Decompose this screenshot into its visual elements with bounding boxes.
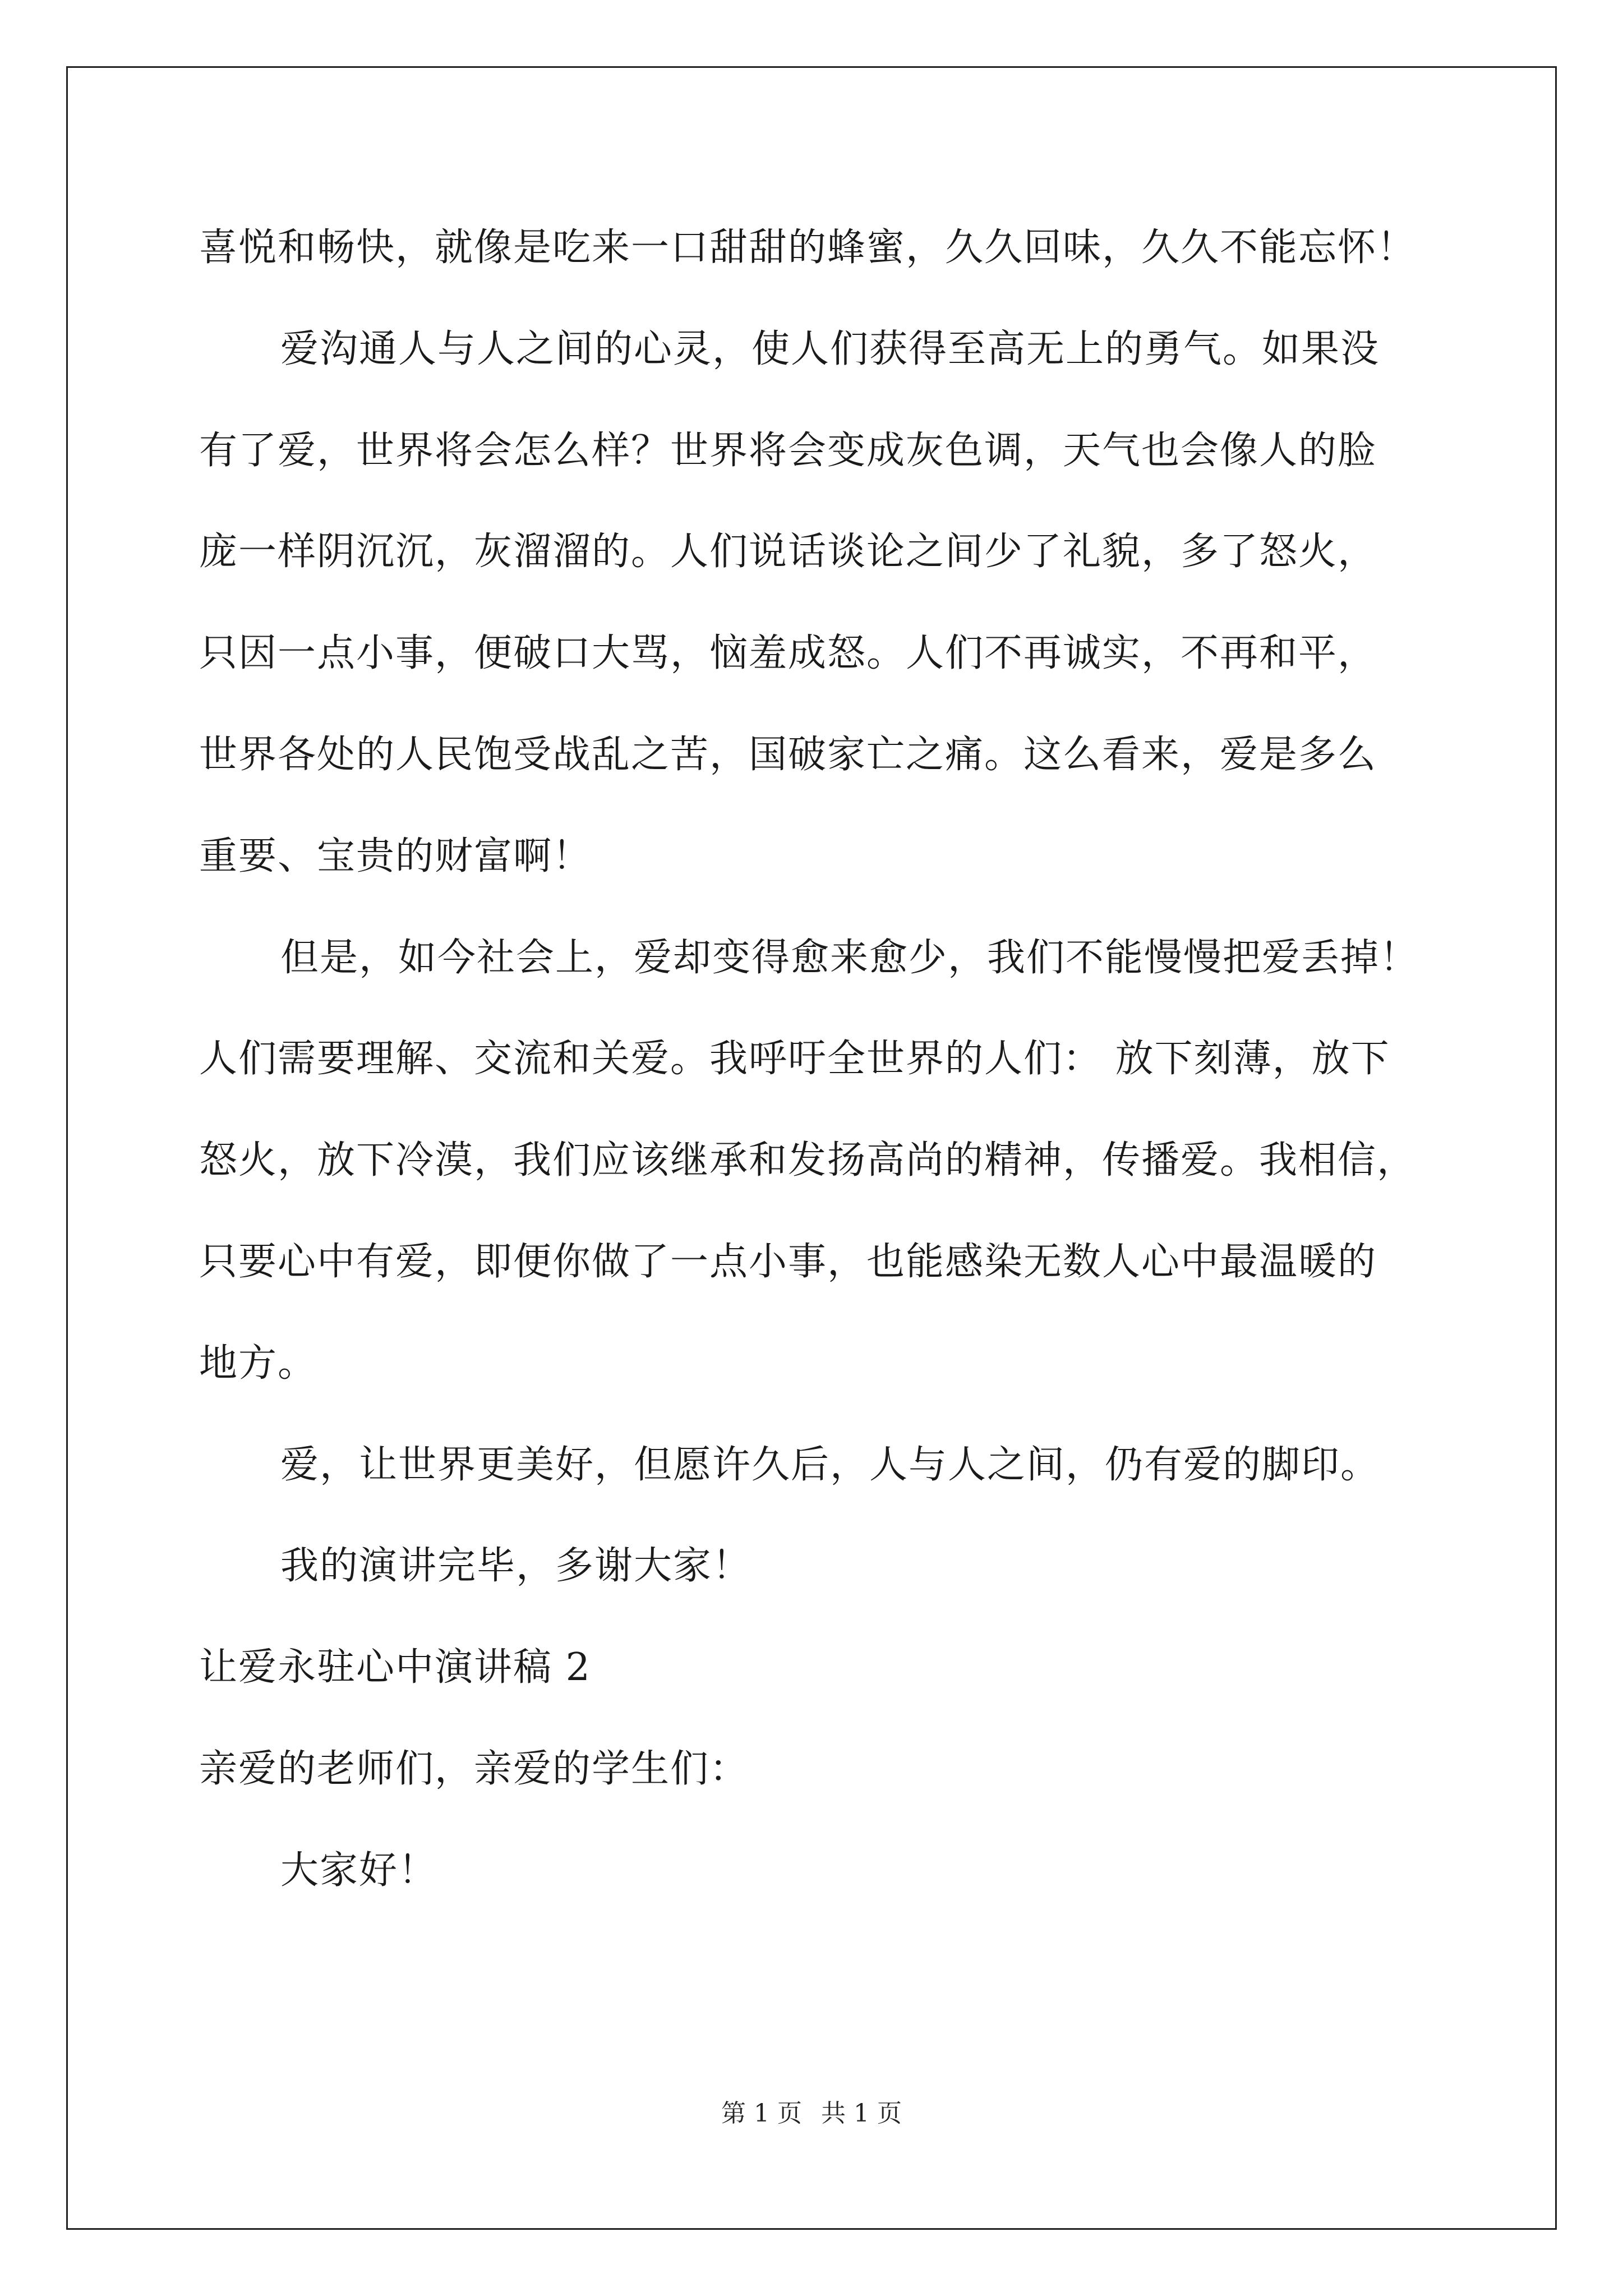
greeting: 大家好！ — [280, 1848, 438, 1893]
section-title: 让爱永驻心中演讲稿 2 — [199, 1645, 591, 1690]
salutation: 亲爱的老师们，亲爱的学生们： — [199, 1747, 749, 1791]
paragraph-line: 庞一样阴沉沉，灰溜溜的。人们说话谈论之间少了礼貌，多了怒火， — [199, 530, 1377, 574]
closing-line: 我的演讲完毕，多谢大家！ — [280, 1544, 752, 1588]
paragraph-line: 爱，让世界更美好，但愿许久后，人与人之间，仍有爱的脚印。 — [280, 1443, 1380, 1487]
paragraph-line: 怒火，放下冷漠，我们应该继承和发扬高尚的精神，传播爱。我相信， — [199, 1138, 1417, 1182]
paragraph-line: 人们需要理解、交流和关爱。我呼吁全世界的人们： 放下刻薄，放下 — [199, 1037, 1390, 1081]
paragraph-line: 只要心中有爱，即便你做了一点小事，也能感染无数人心中最温暖的 — [199, 1240, 1377, 1284]
paragraph-line: 重要、宝贵的财富啊！ — [199, 834, 592, 878]
paragraph-line: 爱沟通人与人之间的心灵，使人们获得至高无上的勇气。如果没 — [280, 327, 1380, 371]
paragraph-line: 世界各处的人民饱受战乱之苦，国破家亡之痛。这么看来，爱是多么 — [199, 733, 1377, 777]
page-number-total: 共 1 页 — [821, 2099, 902, 2128]
paragraph-line: 有了爱，世界将会怎么样？世界将会变成灰色调，天气也会像人的脸 — [199, 429, 1377, 473]
paragraph-line: 喜悦和畅快，就像是吃来一口甜甜的蜂蜜，久久回味，久久不能忘怀！ — [199, 226, 1417, 270]
paragraph-line: 但是，如今社会上，爱却变得愈来愈少，我们不能慢慢把爱丢掉！ — [280, 936, 1419, 980]
paragraph-line: 地方。 — [199, 1341, 317, 1386]
paragraph-line: 只因一点小事，便破口大骂，恼羞成怒。人们不再诚实，不再和平， — [199, 631, 1377, 675]
page-footer — [0, 2097, 1623, 2131]
page-number-current: 第 1 页 — [721, 2099, 802, 2128]
